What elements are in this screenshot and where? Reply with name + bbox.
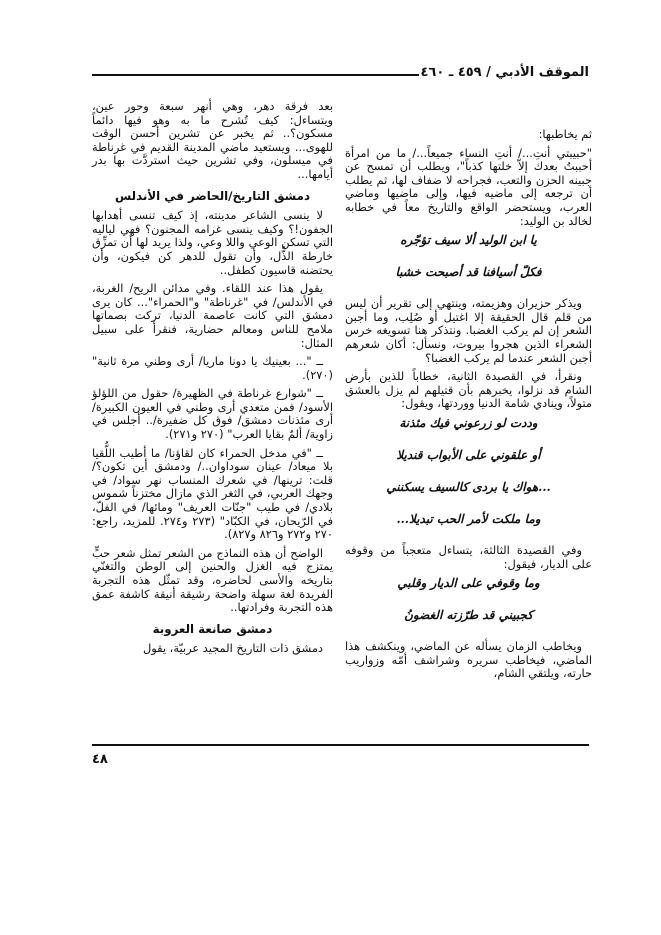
paragraph: يقول هذا عند اللقاء. وفي مدائن الريح/ الغربة، في الأندلس/ في "غرناطة" و"الحمراء"... كان يرى دمشق التي كانت عاصمة الدنيا، تركت بصماتها ملامح للناس ومعالم حضارية، فنقرأ على سبيل المثال: bbox=[92, 281, 333, 350]
paragraph: "حبيبتي أنتِ.../ أنتِ النساء جميعاً.../ ما من امرأة أحببتُ بعدك إلاّ خلتها كذباً"، ويطلب أن تمسح عن جبينه الحزن والتعب، فجراحه لا ضفاف لها، ثم يطلب أن ترجعه إلى ماضيه فيها، وإلى ماضيها وماضي العرب، ويستحضر الواقع والتاريخ معاً في خطابه لخالد بن الوليد: bbox=[345, 145, 592, 228]
running-header bbox=[92, 63, 589, 83]
verse-line: يا ابن الوليد ألا سيف تؤجّره bbox=[400, 233, 537, 248]
left-column bbox=[92, 100, 333, 661]
paragraph: ويخاطب الزمان يسأله عن الماضي، وينكشف هذا الماضي، فيخاطب سريره وشراشف أمّه وزواريب حارته، ويلتقي الشام، bbox=[345, 639, 592, 681]
verse-line: ...هواك يا بردى كالسيف يسكنني bbox=[386, 479, 551, 494]
header-rule bbox=[92, 74, 419, 76]
quote-item: ــ "في مدخل الحمراء كان لقاؤنا/ ما أطيب اللُّقيا بلا ميعاد/ عينان سوداوان../ ودمشق أين تكون؟/ قلت: ترينها/ في شعرك المنساب نهر سواد/ في وجهك العربي، في الثغر الذي مازال مختزناً شموس بلادي/ في طيب "جنّات العريف" ومائها/ في الفلّ، في الرّيحان، في الكبّاد" (٢٧٣ و٢٧٤. للمزيد، راجع: ٢٧٠ و٢٧٢ و٨٢٦ و٨٢٧). bbox=[92, 445, 334, 542]
section-heading: دمشق التاريخ/الحاضر في الأندلس bbox=[114, 188, 311, 203]
verse-line: وددت لو زرعوني فيك مئذنة bbox=[399, 415, 538, 430]
quote-item: ــ "شوارع غرناطة في الظهيرة/ حقول من اللؤلؤ الأسود/ فمن متعدي أرى وطني في العيون الكبيرة/ أرى مئذنات دمشق/ فوق كل ضفيرة/.. أجلس في زاوية/ ألمٌ بقايا العرب" (٢٧٠ و٢٧١). bbox=[92, 386, 333, 442]
section-heading: دمشق صانعة العروبة bbox=[152, 621, 273, 636]
paragraph: الواضح أن هذه النماذج من الشعر تمثل شعر حبٍّ يمتزج فيه الغزل والحنين إلى الوطن والتغنّي بتاريخه والأسى لحاضره، وقد تمثّل هذه التجربة الفريدة لغة سهلة واضحة رشيقة أنيقة كاشفة عمق هذه التجربة وفرادتها.. bbox=[92, 545, 333, 615]
paragraph: لا ينسى الشاعر مدينته، إذ كيف تنسى أهدابها الجفون!؟ وكيف ينسى غرامه المجنون؟ فهي لياليه التي تسكن الوعي واللا وعي، ولذا يريد لها أن تمزِّق خارطة الذُّل، وأن تقول للدهر كن فيكون، وأن يحتضنه قاسيون كطفل.. bbox=[92, 208, 333, 277]
paragraph: بعد فرقة دهر، وهي أنهر سبعة وحور عين، ويتساءل: كيف تُشرح ما به وهو فيها دائماً مسكون؟.. ثم يخبر عن تشرين أحسن الوقت للهوى... ويستعيد ماضي المدينة القديم في غرناطة في ميسلون، وفي تشرين حيث استردَّت بها بدر أيامها... bbox=[92, 99, 333, 181]
paragraph: ونقرأ، في القصيدة الثانية، خطاباً للذين بأرض الشام قد نزلوا، يخبرهم بأن قتيلهم لم يزل بالعشق متولاً، وينادي شامة الدنيا ووردتها، ويقول: bbox=[345, 369, 592, 411]
paragraph: دمشق ذات التاريخ المجيد عربيّة، يقول bbox=[142, 641, 323, 656]
journal-title: الموقف الأدبي / ٤٥٩ ـ ٤٦٠ bbox=[420, 65, 589, 80]
page-number: ٤٨ bbox=[92, 752, 108, 767]
verse-line: وما وقوفي على الديار وقلبي bbox=[397, 576, 540, 591]
paragraph: وفي القصيدة الثالثة، يتساءل متعجباً من وقوفه على الديار، فيقول: bbox=[345, 542, 592, 571]
right-column bbox=[345, 128, 592, 686]
verse-line: كجبيني قد طرّزته الغضونُ bbox=[404, 608, 533, 623]
verse-line: وما ملكت لأمر الحب تبديلا... bbox=[396, 511, 541, 526]
footer-rule bbox=[92, 744, 589, 746]
paragraph: ويذكر حزيران وهزيمته، وينتهي إلى تقرير أن ليس من قلم قال الحقيقة إلا اغتيل أو صُلِب، وما أجبن الشعر إن لم يركب الغضبا. ونتذكر هنا تسويغه خرس الشعراء الذين هجروا بيروت، ونسأل: أكان شعرهم أجبن الشعر عندما لم يركب الغضبا؟ bbox=[345, 296, 592, 365]
quote-item: ــ "... بعينيك يا دونا ماريا/ أرى وطني مرة ثانية" (٢٧٠). bbox=[92, 354, 333, 382]
verse-line: فكلّ أسيافنا قد أصبحت خشبا bbox=[395, 265, 542, 280]
paragraph: ثم يخاطبها: bbox=[538, 127, 592, 141]
verse-line: أو علقوني على الأبواب قنديلا bbox=[396, 447, 541, 462]
